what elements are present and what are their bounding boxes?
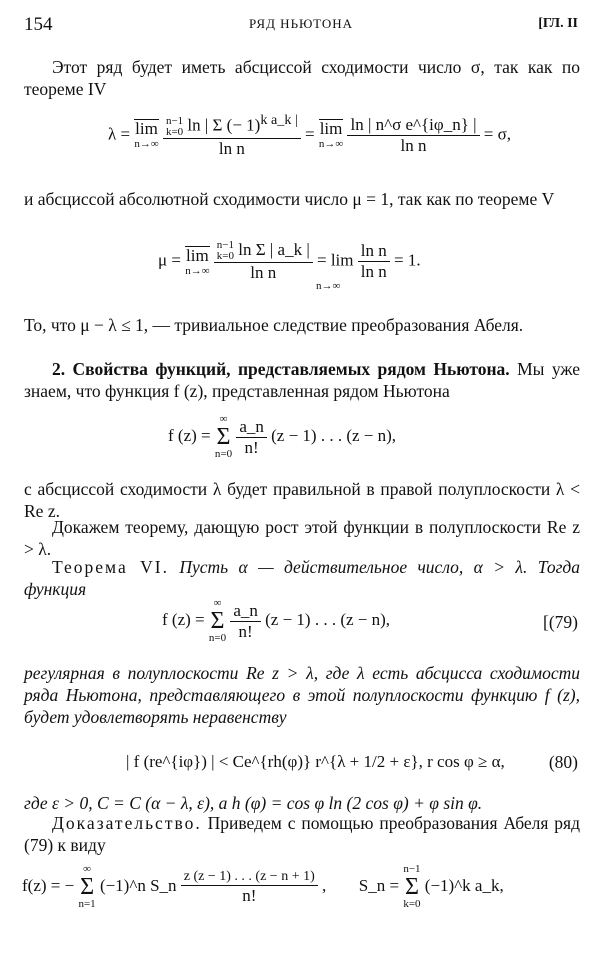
page-number: 154 bbox=[24, 14, 53, 35]
paragraph-5: Докажем теорему, дающую рост этой функции в полуплоскости Re z > λ. bbox=[24, 517, 580, 559]
eq4-lhs: f (z) = bbox=[162, 609, 209, 629]
eq3-coefficient bbox=[236, 417, 267, 458]
eq2-fraction-1 bbox=[214, 240, 313, 283]
eq2-lim-word: lim bbox=[186, 245, 209, 265]
eq2-mid: = lim bbox=[317, 250, 358, 270]
theorem-text: Пусть α — действительное число, α > λ. Тогда функция bbox=[24, 557, 581, 599]
eq1-fraction-1 bbox=[163, 112, 301, 159]
eq2-lhs: μ = bbox=[158, 250, 186, 270]
eq3-coef-num: a_n bbox=[236, 417, 267, 438]
eq6-mid: (−1)^n S_n bbox=[99, 875, 177, 895]
eq2-sum-bottom: k=0 bbox=[216, 250, 235, 263]
eq3-coef-den: n! bbox=[244, 437, 259, 457]
eq6-lhs: f(z) = − bbox=[22, 875, 79, 895]
eq1-limsup bbox=[134, 119, 158, 151]
eq2-rhs: = 1. bbox=[394, 250, 421, 270]
eq4-coef-num: a_n bbox=[230, 601, 261, 622]
eq6-sum1-top: ∞ bbox=[83, 863, 91, 875]
proof bbox=[24, 812, 580, 856]
paragraph-6: регулярная в полуплоскости Re z > λ, где λ есть абсцисса сходимости ряда Ньютона, представляющего в этой полуплоскости функцию f (z), будет удовлетворять неравенству bbox=[24, 663, 580, 727]
eq6-sum1-bottom: n=1 bbox=[78, 898, 96, 910]
running-title: РЯД НЬЮТОНА bbox=[248, 16, 354, 31]
eq1-den1: ln n bbox=[218, 138, 245, 158]
eq4-rhs: (z − 1) . . . (z − n), bbox=[265, 609, 391, 629]
equation-6 bbox=[22, 864, 504, 910]
eq4-sum-top: ∞ bbox=[213, 597, 222, 609]
eq6-frac-num: z (z − 1) . . . (z − n + 1) bbox=[181, 869, 318, 886]
eq1-limsup-2 bbox=[319, 119, 343, 151]
eq3-sum-top: ∞ bbox=[219, 413, 228, 425]
equation-2 bbox=[158, 239, 421, 292]
paragraph-7 bbox=[24, 792, 580, 814]
proof-label: Доказательство. bbox=[52, 813, 202, 833]
eq4-sum-bottom: n=0 bbox=[208, 632, 227, 644]
eq1-rhs: = σ, bbox=[483, 124, 512, 144]
eq2-sum bbox=[217, 240, 234, 262]
eq6-sum2-bottom: k=0 bbox=[403, 898, 421, 910]
eq6-frac-den: n! bbox=[242, 885, 257, 905]
equation-3 bbox=[168, 414, 396, 460]
section-2 bbox=[24, 358, 580, 402]
eq1-num1-tail: k a_k | bbox=[260, 112, 298, 128]
section-2-text: Мы уже знаем, что функция f (z), представленная рядом Ньютона bbox=[24, 359, 580, 401]
paragraph-3: То, что μ − λ ≤ 1, — тривиальное следствие преобразования Абеля. bbox=[24, 315, 524, 335]
paragraph-2: и абсциссой абсолютной сходимости число μ = 1, так как по теореме V bbox=[24, 189, 555, 209]
eq2-num1: ln Σ | a_k | bbox=[238, 240, 310, 259]
eq1-num2: ln | n^σ e^{iφ_n} | bbox=[347, 115, 479, 136]
eq1-fraction-2 bbox=[347, 115, 479, 156]
eq6-sep: , bbox=[322, 875, 327, 895]
eq1-lim-word-2: lim bbox=[319, 119, 343, 139]
eq3-sum: ∞ Σ n=0 bbox=[214, 413, 233, 460]
eq6-fraction bbox=[181, 869, 318, 906]
chapter-label: [ГЛ. II bbox=[538, 16, 578, 31]
eq1-lim-word: lim bbox=[135, 119, 158, 139]
eq3-lhs: f (z) = bbox=[168, 425, 215, 445]
paragraph-1: Этот ряд будет иметь абсциссой сходимости число σ, так как по теореме IV bbox=[24, 57, 580, 99]
eq1-lim-sub: n→∞ bbox=[134, 138, 159, 151]
section-2-title: 2. Свойства функций, представляемых рядом Ньютона. bbox=[52, 359, 510, 379]
equation-79 bbox=[162, 598, 390, 644]
paragraph-7-text: где ε > 0, C = C (α − λ, ε), а h (φ) = cos φ ln (2 cos φ) + φ sin φ. bbox=[24, 793, 483, 813]
eq2-lim2-sub: n→∞ bbox=[316, 280, 341, 292]
eq1-mid: = bbox=[305, 124, 319, 144]
page-header bbox=[24, 14, 578, 38]
eq2-limsup bbox=[185, 246, 209, 278]
proof-text: Приведем с помощью преобразования Абеля ряд (79) к виду bbox=[24, 813, 580, 855]
eq6-sum-2: n−1 Σ k=0 bbox=[403, 863, 421, 910]
eq4-coefficient bbox=[230, 601, 261, 642]
theorem-6 bbox=[24, 556, 580, 600]
eq1-lim-sub-2: n→∞ bbox=[318, 138, 344, 151]
paragraph-4: с абсциссой сходимости λ будет правильной в правой полуплоскости λ < Re z. bbox=[24, 479, 580, 521]
eq6-sum-1: ∞ Σ n=1 bbox=[78, 863, 96, 910]
equation-number-79: [(79) bbox=[543, 612, 578, 632]
eq6-rhs: (−1)^k a_k, bbox=[424, 875, 504, 895]
eq3-rhs: (z − 1) . . . (z − n), bbox=[271, 425, 397, 445]
eq6-sum2-top: n−1 bbox=[403, 863, 421, 875]
eq2-fraction-2 bbox=[358, 241, 390, 282]
eq3-sum-bottom: n=0 bbox=[214, 448, 233, 460]
eq4-coef-den: n! bbox=[238, 621, 253, 641]
theorem-label: Теорема VI. bbox=[52, 557, 169, 577]
equation-1 bbox=[108, 112, 511, 159]
eq1-num1: ln | Σ (− 1) bbox=[187, 115, 261, 135]
eq1-lhs: λ = bbox=[108, 124, 135, 144]
eq2-lim-sub: n→∞ bbox=[185, 264, 210, 277]
eq1-sum bbox=[166, 116, 183, 138]
eq2-den2: ln n bbox=[360, 262, 387, 282]
eq2-num2: ln n bbox=[358, 241, 390, 262]
eq6-rhs-lhs: S_n = bbox=[358, 875, 404, 895]
eq1-sum-top: n−1 bbox=[165, 114, 184, 127]
equation-80: | f (re^{iφ}) | < Ce^{rh(φ)} r^{λ + 1/2 + ε}, r cos φ ≥ α, bbox=[126, 752, 505, 771]
eq4-sum: ∞ Σ n=0 bbox=[208, 597, 227, 644]
equation-number-80: (80) bbox=[548, 752, 578, 772]
eq2-den1: ln n bbox=[250, 263, 277, 283]
eq2-sum-top: n−1 bbox=[216, 239, 235, 252]
eq1-sum-bottom: k=0 bbox=[165, 125, 184, 138]
eq1-den2: ln n bbox=[400, 135, 427, 155]
